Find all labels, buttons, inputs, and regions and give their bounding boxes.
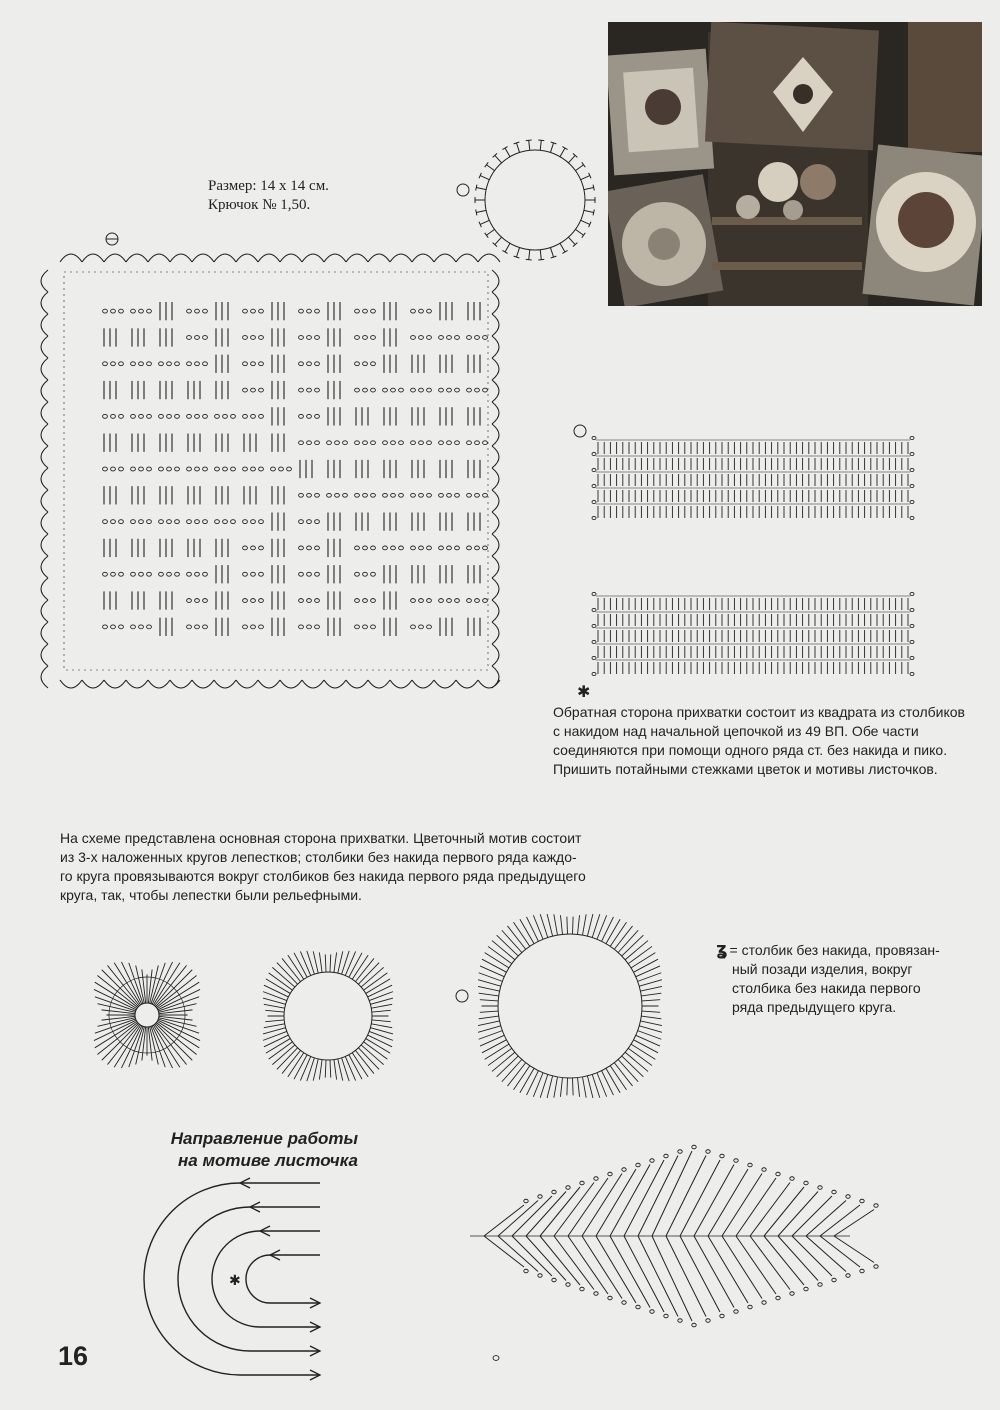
size-info: [208, 177, 329, 215]
text-line: с накидом над начальной цепочкой из 49 ВП. Обе части: [553, 723, 919, 739]
hook-line: Крючок № 1,50.: [208, 197, 311, 213]
page-number: 16: [58, 1341, 89, 1371]
text-line: = столбик без накида, провязан-: [729, 942, 940, 958]
back-side-description: [553, 703, 983, 779]
flower-circles-charts: [94, 914, 662, 1098]
back-post-stitch-symbol: ʓ: [716, 939, 728, 960]
svg-text:✱: ✱: [577, 682, 591, 701]
text-line: круга, так, чтобы лепестки были рельефными.: [60, 887, 362, 903]
text-line: столбика без накида первого: [732, 980, 921, 996]
text-line: на мотиве листочка: [178, 1151, 358, 1170]
svg-text:✱: ✱: [229, 1273, 241, 1289]
text-line: го круга провязываются вокруг столбиков без накида первого ряда предыдущего: [60, 868, 586, 884]
text-line: соединяются при помощи одного ряда ст. без накида и пико.: [553, 742, 948, 758]
text-line: Обратная сторона прихватки состоит из квадрата из столбиков: [553, 704, 965, 720]
size-line: Размер: 14 x 14 см.: [208, 178, 329, 194]
leaf-motif-chart: [470, 1145, 878, 1360]
square-potholder-chart: [41, 233, 500, 688]
leaf-direction-arrows: [144, 1178, 320, 1380]
text-line: Направление работы: [170, 1129, 358, 1148]
main-side-description: [60, 829, 620, 905]
text-line: ряда предыдущего круга.: [732, 999, 897, 1015]
text-line: Пришить потайными стежками цветок и мотивы листочков.: [553, 761, 938, 777]
stitch-legend: [716, 940, 966, 1017]
text-line: из 3-х наложенных кругов лепестков; столбики без накида первого ряда каждо-: [60, 849, 577, 865]
leaf-direction-title: [148, 1128, 358, 1172]
text-line: На схеме представлена основная сторона прихватки. Цветочный мотив состоит: [60, 830, 582, 846]
hanging-loop-ring-chart: [457, 140, 595, 260]
text-line: ный позади изделия, вокруг: [732, 961, 913, 977]
back-side-rows-chart: [574, 425, 914, 701]
